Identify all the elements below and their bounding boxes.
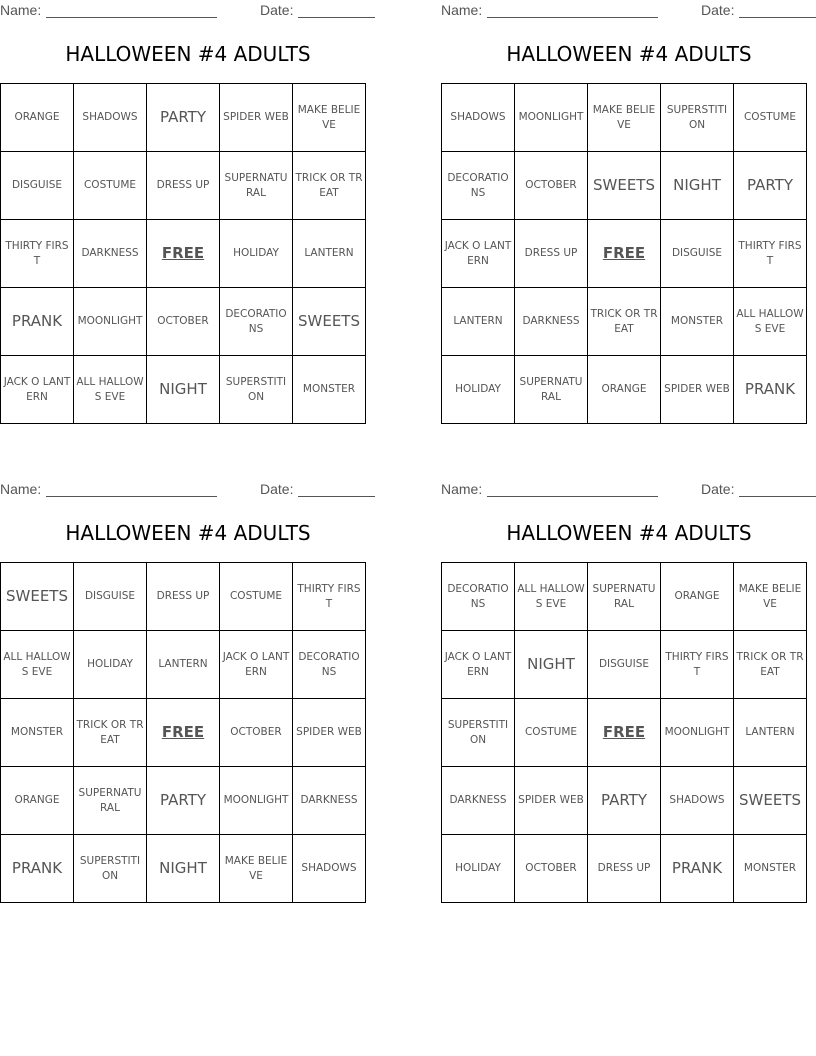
name-line bbox=[46, 496, 217, 497]
bingo-cell: JACK O LANTERN bbox=[442, 220, 515, 288]
bingo-cell: SPIDER WEB bbox=[661, 356, 734, 424]
bingo-cell: OCTOBER bbox=[515, 835, 588, 903]
bingo-cell: HOLIDAY bbox=[74, 631, 147, 699]
bingo-cell: DRESS UP bbox=[147, 563, 220, 631]
date-line bbox=[298, 17, 375, 18]
bingo-cell: COSTUME bbox=[74, 152, 147, 220]
bingo-cell: DRESS UP bbox=[588, 835, 661, 903]
bingo-cell: MOONLIGHT bbox=[74, 288, 147, 356]
bingo-cell: DISGUISE bbox=[588, 631, 661, 699]
bingo-row bbox=[442, 288, 807, 356]
bingo-grid bbox=[0, 83, 366, 424]
free-space: FREE bbox=[588, 699, 661, 767]
bingo-cell: SHADOWS bbox=[293, 835, 366, 903]
bingo-cell: HOLIDAY bbox=[220, 220, 293, 288]
bingo-row bbox=[1, 767, 366, 835]
bingo-cell: DRESS UP bbox=[147, 152, 220, 220]
date-label: Date: bbox=[260, 481, 294, 497]
bingo-cell: MOONLIGHT bbox=[515, 84, 588, 152]
bingo-cell: DECORATIONS bbox=[442, 563, 515, 631]
bingo-cell: COSTUME bbox=[734, 84, 807, 152]
name-date-row bbox=[0, 481, 376, 499]
bingo-cell: SHADOWS bbox=[661, 767, 734, 835]
bingo-cell: SUPERNATURAL bbox=[220, 152, 293, 220]
bingo-cell: MAKE BELIEVE bbox=[734, 563, 807, 631]
bingo-cell: ALL HALLOWS EVE bbox=[1, 631, 74, 699]
bingo-cell: THIRTY FIRST bbox=[734, 220, 807, 288]
name-line bbox=[487, 17, 658, 18]
bingo-cell: OCTOBER bbox=[220, 699, 293, 767]
bingo-cell: SWEETS bbox=[293, 288, 366, 356]
bingo-cell: MAKE BELIEVE bbox=[220, 835, 293, 903]
free-space: FREE bbox=[588, 220, 661, 288]
bingo-cell: MONSTER bbox=[661, 288, 734, 356]
bingo-cell: NIGHT bbox=[147, 835, 220, 903]
bingo-cell: SUPERNATURAL bbox=[588, 563, 661, 631]
bingo-cell: COSTUME bbox=[515, 699, 588, 767]
bingo-cell: SWEETS bbox=[1, 563, 74, 631]
bingo-row bbox=[442, 835, 807, 903]
bingo-cell: PRANK bbox=[661, 835, 734, 903]
bingo-row bbox=[1, 84, 366, 152]
bingo-cell: THIRTY FIRST bbox=[1, 220, 74, 288]
free-space: FREE bbox=[147, 220, 220, 288]
bingo-cell: SPIDER WEB bbox=[293, 699, 366, 767]
bingo-cell: DRESS UP bbox=[515, 220, 588, 288]
card-title: HALLOWEEN #4 ADULTS bbox=[65, 42, 311, 66]
date-line bbox=[739, 17, 816, 18]
bingo-cell: DISGUISE bbox=[1, 152, 74, 220]
bingo-row bbox=[442, 563, 807, 631]
bingo-cell: DARKNESS bbox=[74, 220, 147, 288]
bingo-cell: DECORATIONS bbox=[442, 152, 515, 220]
date-line bbox=[739, 496, 816, 497]
bingo-row bbox=[442, 631, 807, 699]
bingo-cell: NIGHT bbox=[147, 356, 220, 424]
card-title: HALLOWEEN #4 ADULTS bbox=[506, 42, 752, 66]
bingo-cell: PRANK bbox=[1, 835, 74, 903]
bingo-cell: PARTY bbox=[147, 84, 220, 152]
bingo-cell: COSTUME bbox=[220, 563, 293, 631]
name-date-row bbox=[0, 2, 376, 20]
bingo-cell: ALL HALLOWS EVE bbox=[734, 288, 807, 356]
bingo-cell: PARTY bbox=[588, 767, 661, 835]
bingo-card-3 bbox=[0, 479, 376, 915]
bingo-cell: SHADOWS bbox=[442, 84, 515, 152]
bingo-row bbox=[1, 631, 366, 699]
bingo-cell: JACK O LANTERN bbox=[1, 356, 74, 424]
bingo-cell: DARKNESS bbox=[515, 288, 588, 356]
bingo-cell: SUPERNATURAL bbox=[74, 767, 147, 835]
bingo-cell: MAKE BELIEVE bbox=[588, 84, 661, 152]
bingo-cell: HOLIDAY bbox=[442, 356, 515, 424]
bingo-cell: ORANGE bbox=[1, 767, 74, 835]
bingo-cell: MAKE BELIEVE bbox=[293, 84, 366, 152]
bingo-card-2 bbox=[441, 0, 816, 436]
bingo-cell: MONSTER bbox=[734, 835, 807, 903]
bingo-cell: PARTY bbox=[147, 767, 220, 835]
bingo-grid bbox=[0, 562, 366, 903]
bingo-cell: PRANK bbox=[1, 288, 74, 356]
bingo-row bbox=[442, 356, 807, 424]
bingo-cell: MONSTER bbox=[293, 356, 366, 424]
bingo-cell: TRICK OR TREAT bbox=[293, 152, 366, 220]
bingo-row bbox=[442, 220, 807, 288]
bingo-cell: LANTERN bbox=[442, 288, 515, 356]
bingo-cell: OCTOBER bbox=[515, 152, 588, 220]
bingo-cell: NIGHT bbox=[661, 152, 734, 220]
bingo-cell: DARKNESS bbox=[293, 767, 366, 835]
name-line bbox=[487, 496, 658, 497]
bingo-cell: SUPERSTITION bbox=[74, 835, 147, 903]
bingo-card-1 bbox=[0, 0, 376, 436]
bingo-cell: MOONLIGHT bbox=[661, 699, 734, 767]
bingo-cell: SUPERNATURAL bbox=[515, 356, 588, 424]
bingo-cell: LANTERN bbox=[147, 631, 220, 699]
bingo-cell: SUPERSTITION bbox=[220, 356, 293, 424]
bingo-row bbox=[1, 835, 366, 903]
date-label: Date: bbox=[260, 2, 294, 18]
date-label: Date: bbox=[701, 2, 735, 18]
card-title: HALLOWEEN #4 ADULTS bbox=[506, 521, 752, 545]
bingo-row bbox=[442, 152, 807, 220]
bingo-cell: ORANGE bbox=[1, 84, 74, 152]
bingo-cell: SPIDER WEB bbox=[220, 84, 293, 152]
name-line bbox=[46, 17, 217, 18]
bingo-row bbox=[442, 767, 807, 835]
bingo-cell: SPIDER WEB bbox=[515, 767, 588, 835]
name-label: Name: bbox=[441, 481, 483, 497]
bingo-cell: SWEETS bbox=[734, 767, 807, 835]
bingo-cell: THIRTY FIRST bbox=[661, 631, 734, 699]
bingo-row bbox=[1, 356, 366, 424]
bingo-cell: DISGUISE bbox=[74, 563, 147, 631]
bingo-cell: MOONLIGHT bbox=[220, 767, 293, 835]
bingo-cell: ORANGE bbox=[661, 563, 734, 631]
bingo-row bbox=[442, 699, 807, 767]
bingo-row bbox=[1, 563, 366, 631]
bingo-row bbox=[1, 220, 366, 288]
bingo-cell: SHADOWS bbox=[74, 84, 147, 152]
bingo-cell: DISGUISE bbox=[661, 220, 734, 288]
bingo-cell: SUPERSTITION bbox=[442, 699, 515, 767]
bingo-grid bbox=[441, 562, 807, 903]
bingo-cell: TRICK OR TREAT bbox=[734, 631, 807, 699]
bingo-cell: PRANK bbox=[734, 356, 807, 424]
name-label: Name: bbox=[441, 2, 483, 18]
bingo-row bbox=[442, 84, 807, 152]
bingo-cell: LANTERN bbox=[734, 699, 807, 767]
name-date-row bbox=[441, 481, 816, 499]
bingo-row bbox=[1, 288, 366, 356]
bingo-row bbox=[1, 152, 366, 220]
bingo-cell: JACK O LANTERN bbox=[442, 631, 515, 699]
bingo-cell: SUPERSTITION bbox=[661, 84, 734, 152]
bingo-cell: ORANGE bbox=[588, 356, 661, 424]
bingo-cell: MONSTER bbox=[1, 699, 74, 767]
bingo-cell: OCTOBER bbox=[147, 288, 220, 356]
bingo-cell: HOLIDAY bbox=[442, 835, 515, 903]
bingo-cell: DECORATIONS bbox=[293, 631, 366, 699]
name-label: Name: bbox=[0, 2, 42, 18]
bingo-cell: SWEETS bbox=[588, 152, 661, 220]
date-label: Date: bbox=[701, 481, 735, 497]
name-label: Name: bbox=[0, 481, 42, 497]
bingo-cell: THIRTY FIRST bbox=[293, 563, 366, 631]
bingo-cell: LANTERN bbox=[293, 220, 366, 288]
bingo-cell: NIGHT bbox=[515, 631, 588, 699]
bingo-cell: TRICK OR TREAT bbox=[74, 699, 147, 767]
bingo-cell: ALL HALLOWS EVE bbox=[74, 356, 147, 424]
bingo-cell: JACK O LANTERN bbox=[220, 631, 293, 699]
bingo-cell: PARTY bbox=[734, 152, 807, 220]
bingo-cell: ALL HALLOWS EVE bbox=[515, 563, 588, 631]
name-date-row bbox=[441, 2, 816, 20]
bingo-cell: DECORATIONS bbox=[220, 288, 293, 356]
bingo-cell: TRICK OR TREAT bbox=[588, 288, 661, 356]
bingo-cell: DARKNESS bbox=[442, 767, 515, 835]
date-line bbox=[298, 496, 375, 497]
card-title: HALLOWEEN #4 ADULTS bbox=[65, 521, 311, 545]
bingo-grid bbox=[441, 83, 807, 424]
bingo-row bbox=[1, 699, 366, 767]
free-space: FREE bbox=[147, 699, 220, 767]
bingo-card-4 bbox=[441, 479, 816, 915]
